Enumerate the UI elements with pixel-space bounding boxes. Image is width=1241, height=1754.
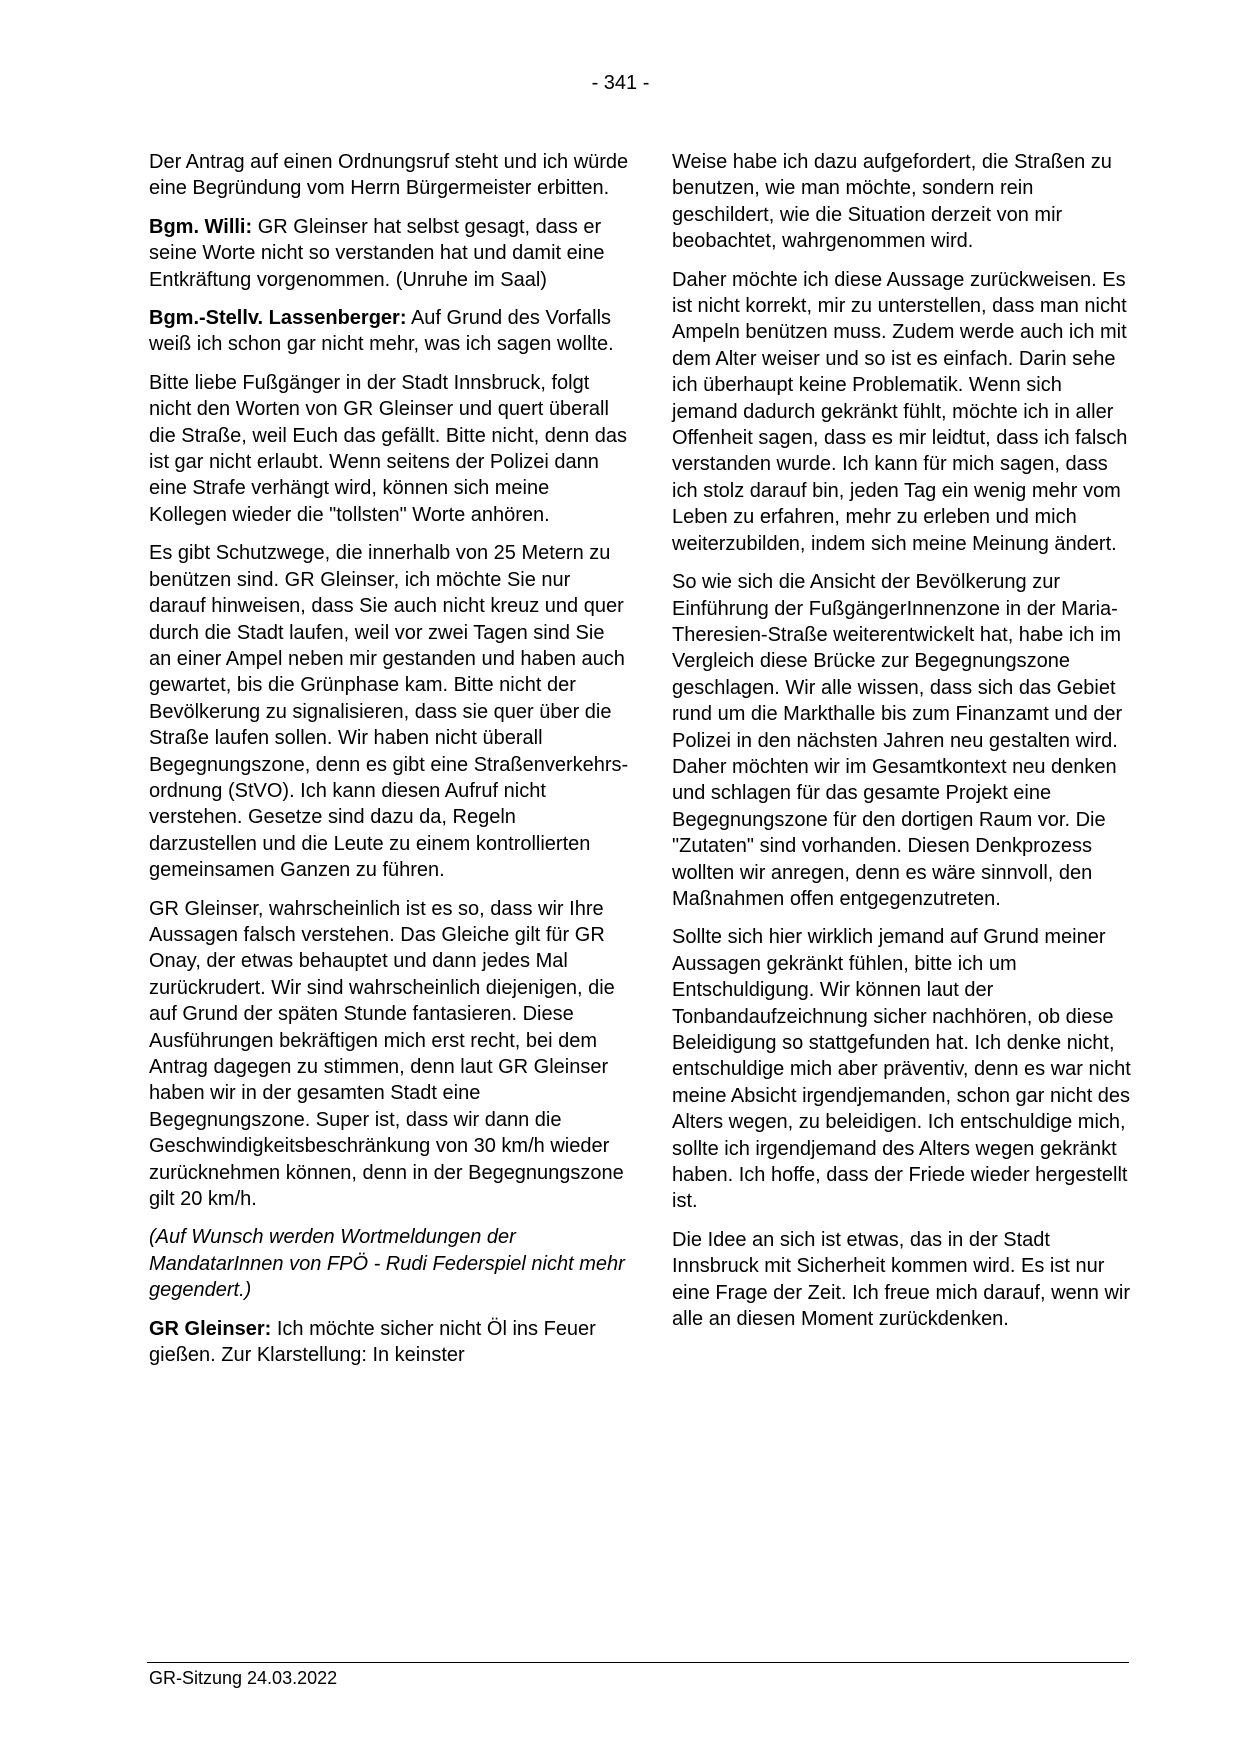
paragraph: [149, 214, 629, 293]
paragraph: [672, 569, 1132, 912]
paragraph: [149, 1316, 629, 1369]
paragraph: [149, 896, 629, 1213]
paragraph: [149, 370, 629, 528]
footer-divider: [147, 1662, 1129, 1663]
left-column: [149, 149, 629, 1380]
paragraph-text: GR Gleinser, wahrscheinlich ist es so, dass wir Ihre Aussagen falsch verstehen. Das Gleiche gilt für GR Onay, der etwas behauptet und dann jedes Mal zurückrudert. Wir sind wahrscheinlich diejenigen, die auf Grund der späten Stunde fantasieren. Diese Ausführungen bekräftigen mich erst recht, bei dem Antrag dagegen zu stimmen, denn laut GR Gleinser haben wir in der gesamten Stadt eine Begegnungszone. Super ist, dass wir dann die Geschwindigkeitsbeschränkung von 30 km/h wieder zurücknehmen können, denn in der Begegnungszone gilt 20 km/h.: [149, 897, 624, 1211]
paragraph-text: Sollte sich hier wirklich jemand auf Grund meiner Aussagen gekränkt fühlen, bitte ich um Entschuldigung. Wir können laut der Tonbandaufzeichnung sicher nachhören, ob diese Beleidigung so stattgefunden hat. Ich denke nicht, entschuldige mich aber präventiv, denn es war nicht meine Absicht irgendjemanden, schon gar nicht des Alters wegen, zu beleidigen. Ich entschuldige mich, sollte ich irgendjemand des Alters wegen gekränkt haben. Ich hoffe, dass der Friede wieder hergestellt ist.: [672, 926, 1131, 1213]
speaker-name: Bgm. Willi:: [149, 215, 253, 238]
paragraph: [672, 149, 1132, 255]
paragraph-text: Die Idee an sich ist etwas, das in der Stadt Innsbruck mit Sicherheit kommen wird. Es ist nur eine Frage der Zeit. Ich freue mich darauf, wenn wir alle an diesen Moment zurückdenken.: [672, 1228, 1130, 1331]
paragraph-text: So wie sich die Ansicht der Bevölkerung zur Einführung der FußgängerInnenzone in der Maria-Theresien-Straße weiterentwickelt hat, habe ich im Vergleich diese Brücke zur Begegnungszone geschlagen. Wir alle wissen, dass sich das Gebiet rund um die Markthalle bis zum Finanzamt und der Polizei in den nächsten Jahren neu gestalten wird. Daher möchten wir im Gesamtkontext neu denken und schlagen für das gesamte Projekt eine Begegnungszone für den dortigen Raum vor. Die "Zutaten" sind vorhanden. Diesen Denkprozess wollten wir anregen, denn es wäre sinnvoll, den Maßnahmen offen entgegenzutreten.: [672, 571, 1123, 910]
paragraph: [672, 924, 1132, 1214]
paragraph-text: Ich möchte sicher nicht Öl ins Feuer gießen. Zur Klarstellung: In keinster: [149, 1317, 596, 1367]
paragraph-text: Es gibt Schutzwege, die innerhalb von 25 Metern zu benützen sind. GR Gleinser, ich möchte Sie nur darauf hinweisen, dass Sie auch nicht kreuz und quer durch die Stadt laufen, weil vor zwei Tagen sind Sie an einer Ampel neben mir gestanden und haben auch gewartet, bis die Grünphase kam. Bitte nicht der Bevölkerung zu signalisieren, dass sie quer über die Straße laufen sollen. Wir haben nicht überall Begegnungszone, denn es gibt eine Straßenverkehrsordnung (StVO). Ich kann diesen Aufruf nicht verstehen. Gesetze sind dazu da, Regeln darzustellen und die Leute zu einem kontrollierten gemeinsamen Ganzen zu führen.: [149, 542, 629, 882]
paragraph-text: GR Gleinser hat selbst gesagt, dass er seine Worte nicht so verstanden hat und damit eine Entkräftung vorgenommen. (Unruhe im Saal): [149, 215, 605, 291]
speaker-name: GR Gleinser:: [149, 1317, 272, 1340]
speaker-name: Bgm.-Stellv. Lassenberger:: [149, 307, 407, 330]
editorial-note: [149, 1224, 629, 1303]
paragraph: [672, 267, 1132, 557]
paragraph-text: Weise habe ich dazu aufgefordert, die Straßen zu benutzen, wie man möchte, sondern rein geschildert, wie die Situation derzeit von mir beobachtet, wahrgenommen wird.: [672, 151, 1112, 253]
paragraph-text: Bitte liebe Fußgänger in der Stadt Innsbruck, folgt nicht den Worten von GR Gleinser und quert überall die Straße, weil Euch das gefällt. Bitte nicht, denn das ist gar nicht erlaubt. Wenn seitens der Polizei dann eine Strafe verhängt wird, können sich meine Kollegen wieder die "tollsten" Worte anhören.: [149, 371, 628, 526]
paragraph: [149, 540, 629, 883]
right-column: [672, 149, 1132, 1344]
paragraph-text: Auf Grund des Vorfalls weiß ich schon gar nicht mehr, was ich sagen wollte.: [149, 307, 614, 356]
footer-session-date: GR-Sitzung 24.03.2022: [149, 1668, 338, 1688]
paragraph: [672, 1227, 1132, 1333]
page-number: - 341 -: [591, 72, 650, 94]
paragraph: [149, 149, 629, 202]
paragraph-text: (Auf Wunsch werden Wortmeldungen der MandatarInnen von FPÖ - Rudi Federspiel nicht mehr gegendert.): [149, 1226, 625, 1302]
paragraph-text: Daher möchte ich diese Aussage zurückweisen. Es ist nicht korrekt, mir zu unterstellen, dass man nicht Ampeln benützen muss. Zudem werde auch ich mit dem Alter weiser und so ist es einfach. Darin sehe ich überhaupt keine Problematik. Wenn sich jemand dadurch gekränkt fühlt, möchte ich in aller Offenheit sagen, dass es mir leidtut, dass ich falsch verstanden wurde. Ich kann für mich sagen, dass ich stolz darauf bin, jeden Tag ein wenig mehr vom Leben zu erfahren, mehr zu erleben und mich weiterzubilden, indem sich meine Meinung ändert.: [672, 268, 1128, 555]
paragraph: [149, 305, 629, 358]
paragraph-text: Der Antrag auf einen Ordnungsruf steht und ich würde eine Begründung vom Herrn Bürgermeister erbitten.: [149, 151, 629, 200]
